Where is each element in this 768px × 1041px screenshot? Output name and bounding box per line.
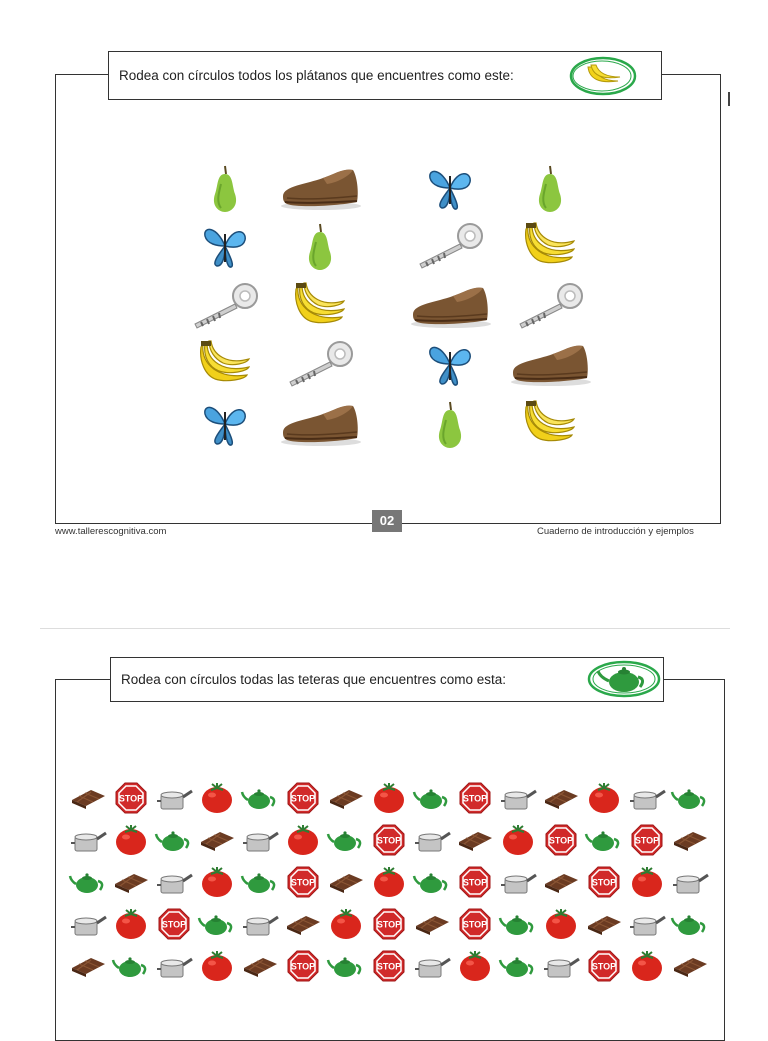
key-icon[interactable] [510, 278, 590, 334]
stray-mark [728, 92, 730, 106]
stop-icon[interactable] [154, 906, 194, 942]
butterfly-icon[interactable] [185, 218, 265, 274]
pot-icon[interactable] [240, 906, 280, 942]
teapot-icon[interactable] [326, 948, 366, 984]
teapot-icon[interactable] [670, 906, 710, 942]
tomato-icon[interactable] [111, 822, 151, 858]
pot-icon[interactable] [627, 906, 667, 942]
stop-icon[interactable] [455, 780, 495, 816]
pot-icon[interactable] [412, 948, 452, 984]
butterfly-icon[interactable] [185, 396, 265, 452]
pot-icon[interactable] [412, 822, 452, 858]
svg-text:STOP: STOP [376, 961, 402, 972]
stop-icon[interactable] [455, 906, 495, 942]
pear-icon[interactable] [185, 160, 265, 216]
stop-icon[interactable] [283, 864, 323, 900]
page1-footer-right: Cuaderno de introducción y ejemplos [537, 526, 694, 537]
pot-icon[interactable] [68, 822, 108, 858]
slipper-icon[interactable] [280, 396, 360, 452]
page1-item-grid [185, 160, 605, 460]
slipper-icon[interactable] [280, 160, 360, 216]
teapot-icon[interactable] [240, 864, 280, 900]
teapot-icon[interactable] [154, 822, 194, 858]
stop-icon[interactable] [541, 822, 581, 858]
tomato-icon[interactable] [197, 780, 237, 816]
svg-text:STOP: STOP [290, 961, 316, 972]
key-icon[interactable] [280, 336, 360, 392]
teapot-icon[interactable] [498, 906, 538, 942]
key-icon[interactable] [185, 278, 265, 334]
pot-icon[interactable] [154, 948, 194, 984]
tomato-icon[interactable] [627, 864, 667, 900]
chocolate-icon[interactable] [670, 948, 710, 984]
svg-text:STOP: STOP [161, 919, 187, 930]
svg-text:STOP: STOP [290, 793, 316, 804]
chocolate-icon[interactable] [541, 864, 581, 900]
pot-icon[interactable] [541, 948, 581, 984]
chocolate-icon[interactable] [68, 948, 108, 984]
pot-icon[interactable] [154, 780, 194, 816]
tomato-icon[interactable] [283, 822, 323, 858]
tomato-icon[interactable] [197, 864, 237, 900]
page-separator [40, 628, 730, 629]
chocolate-icon[interactable] [240, 948, 280, 984]
tomato-icon[interactable] [369, 780, 409, 816]
banana-icon[interactable] [510, 396, 590, 452]
chocolate-icon[interactable] [584, 906, 624, 942]
teapot-icon[interactable] [326, 822, 366, 858]
teapot-icon[interactable] [197, 906, 237, 942]
page1-footer-left[interactable]: www.tallerescognitiva.com [55, 526, 167, 537]
tomato-icon[interactable] [111, 906, 151, 942]
svg-text:STOP: STOP [462, 877, 488, 888]
stop-icon[interactable] [283, 948, 323, 984]
chocolate-icon[interactable] [326, 780, 366, 816]
stop-icon[interactable] [111, 780, 151, 816]
pear-icon[interactable] [280, 218, 360, 274]
chocolate-icon[interactable] [197, 822, 237, 858]
page2-instruction-box [110, 657, 664, 702]
svg-text:STOP: STOP [634, 835, 660, 846]
key-icon[interactable] [410, 218, 490, 274]
slipper-icon[interactable] [410, 278, 490, 334]
banana-icon[interactable] [510, 218, 590, 274]
page2-sample-teapot-icon [586, 659, 662, 699]
pot-icon[interactable] [670, 864, 710, 900]
tomato-icon[interactable] [369, 864, 409, 900]
teapot-icon[interactable] [111, 948, 151, 984]
teapot-icon[interactable] [240, 780, 280, 816]
slipper-icon[interactable] [510, 336, 590, 392]
chocolate-icon[interactable] [111, 864, 151, 900]
chocolate-icon[interactable] [283, 906, 323, 942]
stop-icon[interactable] [627, 822, 667, 858]
butterfly-icon[interactable] [410, 160, 490, 216]
pot-icon[interactable] [627, 780, 667, 816]
tomato-icon[interactable] [498, 822, 538, 858]
teapot-icon[interactable] [670, 780, 710, 816]
pear-icon[interactable] [410, 396, 490, 452]
tomato-icon[interactable] [455, 948, 495, 984]
tomato-icon[interactable] [197, 948, 237, 984]
chocolate-icon[interactable] [412, 906, 452, 942]
tomato-icon[interactable] [541, 906, 581, 942]
butterfly-icon[interactable] [410, 336, 490, 392]
chocolate-icon[interactable] [326, 864, 366, 900]
chocolate-icon[interactable] [670, 822, 710, 858]
pot-icon[interactable] [240, 822, 280, 858]
stop-icon[interactable] [455, 864, 495, 900]
page1-instruction: Rodea con círculos todos los plátanos que encuentres como este: [119, 68, 514, 83]
pear-icon[interactable] [510, 160, 590, 216]
pot-icon[interactable] [498, 780, 538, 816]
svg-text:STOP: STOP [591, 961, 617, 972]
pot-icon[interactable] [68, 906, 108, 942]
svg-text:STOP: STOP [548, 835, 574, 846]
tomato-icon[interactable] [584, 780, 624, 816]
tomato-icon[interactable] [627, 948, 667, 984]
banana-icon[interactable] [185, 336, 265, 392]
page2-item-grid [68, 780, 718, 980]
stop-icon[interactable] [584, 948, 624, 984]
svg-text:STOP: STOP [118, 793, 144, 804]
page2-instruction: Rodea con círculos todas las teteras que encuentres como esta: [121, 672, 506, 687]
teapot-icon[interactable] [412, 780, 452, 816]
teapot-icon[interactable] [584, 822, 624, 858]
page1-sample-banana-icon [568, 55, 638, 97]
stop-icon[interactable] [584, 864, 624, 900]
svg-text:STOP: STOP [591, 877, 617, 888]
svg-text:STOP: STOP [376, 919, 402, 930]
stop-icon[interactable] [369, 822, 409, 858]
teapot-icon[interactable] [68, 864, 108, 900]
chocolate-icon[interactable] [541, 780, 581, 816]
chocolate-icon[interactable] [455, 822, 495, 858]
chocolate-icon[interactable] [68, 780, 108, 816]
banana-icon[interactable] [280, 278, 360, 334]
svg-text:STOP: STOP [462, 919, 488, 930]
stop-icon[interactable] [283, 780, 323, 816]
teapot-icon[interactable] [412, 864, 452, 900]
svg-text:STOP: STOP [462, 793, 488, 804]
stop-icon[interactable] [369, 906, 409, 942]
svg-text:STOP: STOP [376, 835, 402, 846]
pot-icon[interactable] [154, 864, 194, 900]
tomato-icon[interactable] [326, 906, 366, 942]
svg-text:STOP: STOP [290, 877, 316, 888]
teapot-icon[interactable] [498, 948, 538, 984]
stop-icon[interactable] [369, 948, 409, 984]
pot-icon[interactable] [498, 864, 538, 900]
page1-page-number: 02 [372, 510, 402, 532]
